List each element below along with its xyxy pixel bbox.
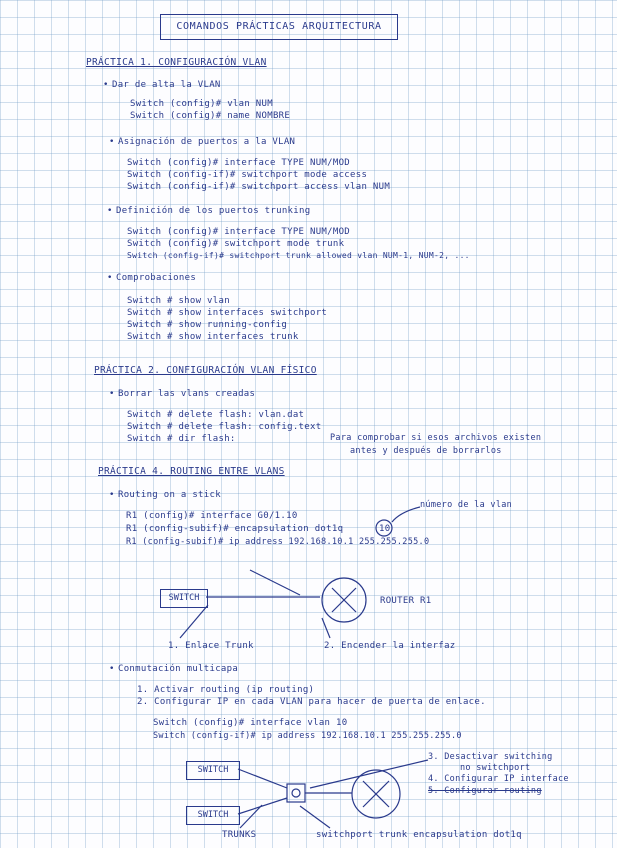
arrow-trunks xyxy=(240,805,262,828)
p4-cmd: R1 (config-subif)# ip address 192.168.10.1 255.255.255.0 xyxy=(126,537,430,547)
l3-switch-icon xyxy=(292,789,300,797)
bottom-note: switchport trunk encapsulation dot1q xyxy=(316,830,522,840)
arrow-bottom xyxy=(300,806,330,828)
arrow-to-link xyxy=(250,570,300,595)
switch-label: SWITCH xyxy=(168,593,200,603)
router-label: ROUTER R1 xyxy=(380,596,432,606)
p4-cmd: Switch (config-if)# ip address 192.168.10.1 255.255.255.0 xyxy=(153,731,462,741)
vlan-number-circle xyxy=(376,520,392,536)
p4-step: 1. Activar routing (ip routing) xyxy=(137,685,315,695)
arrow-interfaz-note xyxy=(322,618,330,638)
p2-cmd: Switch # dir flash: xyxy=(127,434,236,444)
p1-bullet-asignacion: • Asignación de puertos a la VLAN xyxy=(118,137,295,147)
p4-cmd: Switch (config)# interface vlan 10 xyxy=(153,718,348,728)
p4-step: 2. Configurar IP en cada VLAN para hacer de puerta de enlace. xyxy=(137,697,486,707)
p2-bullet-borrar: • Borrar las vlans creadas xyxy=(118,389,255,399)
p1-cmd: Switch (config)# name NOMBRE xyxy=(130,111,291,121)
arrow-trunk-note xyxy=(180,605,208,638)
p1-cmd: Switch # show interfaces switchport xyxy=(127,308,328,318)
p1-cmd: Switch # show interfaces trunk xyxy=(127,332,299,342)
p4-cmd: R1 (config)# interface G0/1.10 xyxy=(126,511,298,521)
p4-vlan-number: 10 xyxy=(379,524,391,534)
step-trunk: 1. Enlace Trunk xyxy=(168,641,254,651)
p1-cmd: Switch (config)# switchport mode trunk xyxy=(127,239,345,249)
l3-switch-icon xyxy=(287,784,305,802)
step-interfaz: 2. Encender la interfaz xyxy=(324,641,456,651)
p2-note: antes y después de borrarlos xyxy=(350,446,502,456)
p1-cmd: Switch (config-if)# switchport trunk allowed vlan NUM-1, NUM-2, ... xyxy=(127,251,470,260)
arrow-steps xyxy=(310,760,428,788)
practica1-heading: PRÁCTICA 1. CONFIGURACIÓN VLAN xyxy=(86,57,267,68)
p4-annotation: número de la vlan xyxy=(420,500,513,510)
p2-note: Para comprobar si esos archivos existen xyxy=(330,433,542,443)
p4-step3b: no switchport xyxy=(460,763,531,773)
practica2-heading: PRÁCTICA 2. CONFIGURACIÓN VLAN FÍSICO xyxy=(94,365,317,376)
p1-cmd: Switch (config)# interface TYPE NUM/MOD xyxy=(127,158,351,168)
p1-cmd: Switch (config)# interface TYPE NUM/MOD xyxy=(127,227,351,237)
p1-cmd: Switch (config-if)# switchport access vlan NUM xyxy=(127,182,391,192)
p4-step5: 5. Configurar routing xyxy=(428,786,542,796)
p1-cmd: Switch # show running-config xyxy=(127,320,288,330)
p1-bullet-alta: • Dar de alta la VLAN xyxy=(112,80,221,90)
p4-step4: 4. Configurar IP interface xyxy=(428,774,569,784)
p1-bullet-comprobaciones: • Comprobaciones xyxy=(116,273,196,283)
switch-label: SWITCH xyxy=(197,765,229,775)
switch-label: SWITCH xyxy=(197,810,229,820)
trunks-label: TRUNKS xyxy=(222,830,257,840)
p4-step3: 3. Desactivar switching xyxy=(428,752,553,762)
p4-bullet-stick: • Routing on a stick xyxy=(118,490,221,500)
practica4-heading: PRÁCTICA 4. ROUTING ENTRE VLANS xyxy=(98,466,285,477)
p1-cmd: Switch (config-if)# switchport mode access xyxy=(127,170,368,180)
l3-link xyxy=(238,798,287,814)
p1-cmd: Switch (config)# vlan NUM xyxy=(130,99,273,109)
p2-cmd: Switch # delete flash: config.text xyxy=(127,422,322,432)
l3-link xyxy=(238,769,287,788)
annotation-arrow xyxy=(392,507,420,522)
page-title: COMANDOS PRÁCTICAS ARQUITECTURA xyxy=(176,21,382,32)
p4-bullet-multicapa: • Conmutación multicapa xyxy=(118,664,238,674)
p1-cmd: Switch # show vlan xyxy=(127,296,230,306)
p1-bullet-trunking: • Definición de los puertos trunking xyxy=(116,206,310,216)
p4-cmd: R1 (config-subif)# encapsulation dot1q xyxy=(126,524,344,534)
p2-cmd: Switch # delete flash: vlan.dat xyxy=(127,410,305,420)
